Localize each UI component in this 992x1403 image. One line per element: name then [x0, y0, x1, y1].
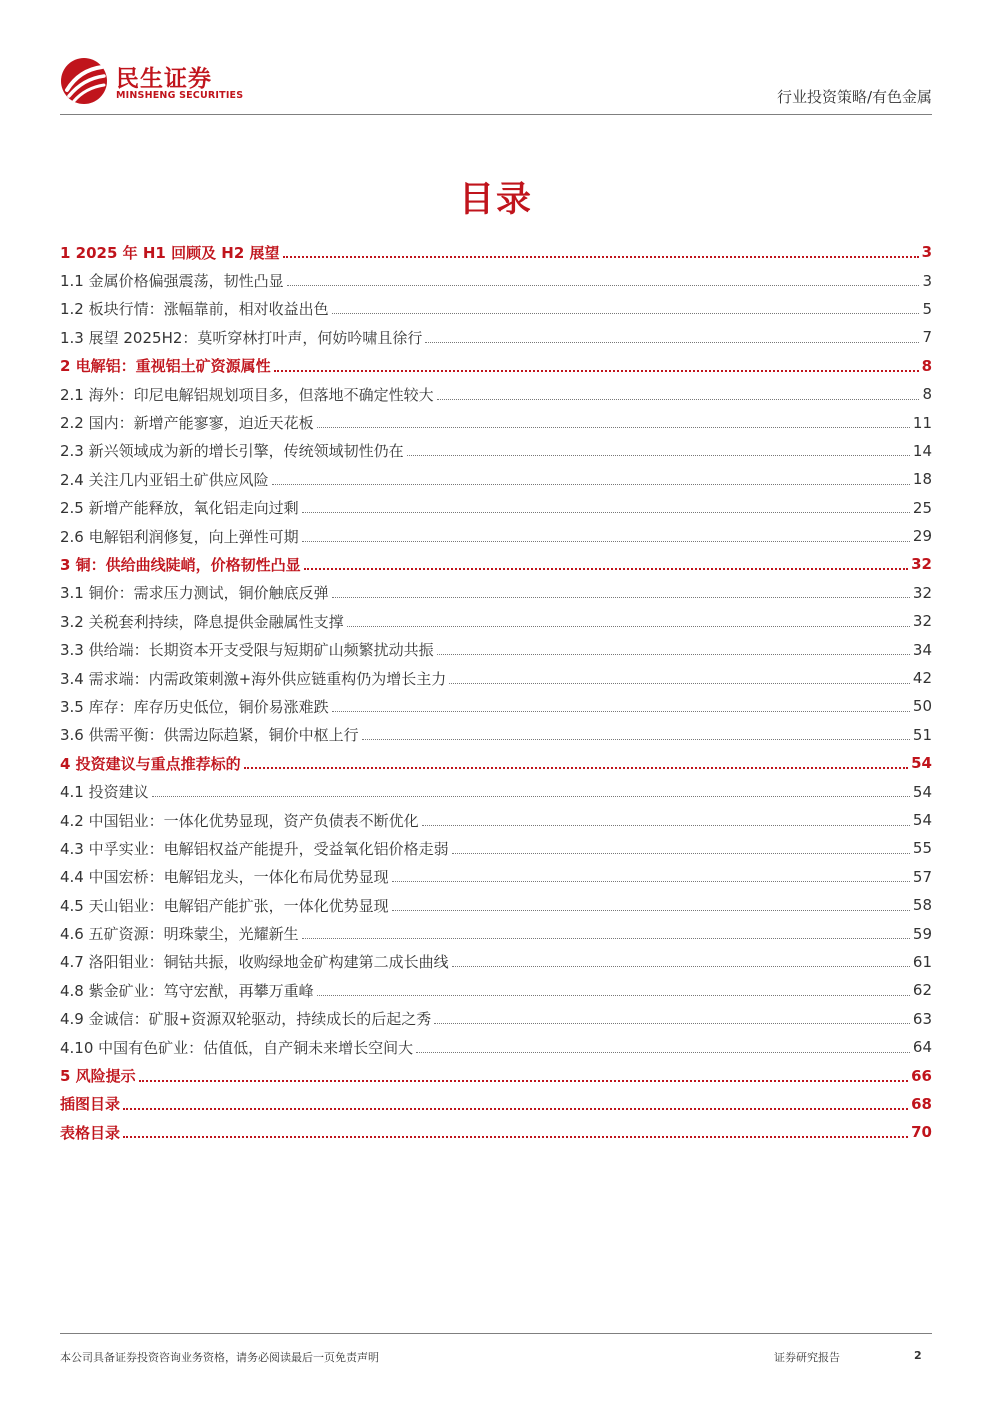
toc-entry-page: 32: [911, 555, 932, 574]
toc-entry-label: 1.2 板块行情：涨幅靠前，相对收益出色: [60, 300, 329, 319]
toc-entry-label: 4.9 金诚信：矿服+资源双轮驱动，持续成长的后起之秀: [60, 1010, 432, 1029]
footer-page-number: 2: [914, 1349, 922, 1362]
toc-entry-page: 62: [912, 981, 932, 1000]
toc-entry-page: 34: [912, 640, 932, 659]
toc-entry-page: 57: [912, 867, 932, 886]
toc-dot-leader: [139, 1080, 908, 1082]
toc-entry-label: 5 风险提示: [60, 1067, 136, 1086]
toc-entry-page: 64: [912, 1038, 932, 1057]
toc-entry-page: 3: [922, 271, 932, 290]
toc-entry-label: 4.5 天山铝业：电解铝产能扩张，一体化优势显现: [60, 896, 389, 915]
toc-entry-label: 4.6 五矿资源：明珠蒙尘，光耀新生: [60, 925, 299, 944]
toc-section-entry[interactable]: [60, 976, 932, 1004]
toc-entry-label: 2.4 关注几内亚铝土矿供应风险: [60, 470, 269, 489]
toc-section-entry[interactable]: [60, 380, 932, 408]
toc-entry-label: 4.1 投资建议: [60, 783, 149, 802]
toc-section-entry[interactable]: [60, 692, 932, 720]
toc-entry-label: 4.10 中国有色矿业：估值低，自产铜未来增长空间大: [60, 1038, 414, 1057]
toc-section-entry[interactable]: [60, 863, 932, 891]
toc-entry-label: 3 铜：供给曲线陡峭，价格韧性凸显: [60, 555, 301, 574]
toc-entry-label: 1.3 展望 2025H2：莫听穿林打叶声，何妨吟啸且徐行: [60, 328, 423, 347]
toc-chapter-entry[interactable]: [60, 550, 932, 578]
toc-section-entry[interactable]: [60, 408, 932, 436]
toc-entry-label: 4 投资建议与重点推荐标的: [60, 754, 241, 773]
toc-dot-leader: [422, 825, 910, 826]
brand-name-en: MINSHENG SECURITIES: [116, 90, 244, 101]
footer-disclaimer: 本公司具备证券投资咨询业务资格，请务必阅读最后一页免责声明: [60, 1351, 379, 1364]
toc-chapter-entry[interactable]: [60, 352, 932, 380]
toc-section-entry[interactable]: [60, 948, 932, 976]
toc-section-entry[interactable]: [60, 579, 932, 607]
toc-entry-page: 59: [912, 924, 932, 943]
toc-dot-leader: [152, 796, 910, 797]
toc-entry-label: 4.7 洛阳钼业：铜钴共振，收购绿地金矿构建第二成长曲线: [60, 953, 449, 972]
toc-section-entry[interactable]: [60, 806, 932, 834]
toc-dot-leader: [317, 427, 910, 428]
toc-entry-label: 3.6 供需平衡：供需边际趋紧，铜价中枢上行: [60, 726, 359, 745]
toc-entry-label: 1 2025 年 H1 回顾及 H2 展望: [60, 243, 280, 262]
toc-dot-leader: [287, 285, 920, 286]
toc-dot-leader: [392, 881, 910, 882]
toc-chapter-entry[interactable]: [60, 1061, 932, 1089]
toc-entry-page: 58: [912, 896, 932, 915]
toc-entry-page: 50: [912, 697, 932, 716]
toc-entry-page: 5: [922, 299, 932, 318]
toc-dot-leader: [437, 654, 910, 655]
toc-entry-page: 8: [921, 356, 932, 375]
toc-entry-page: 63: [912, 1009, 932, 1028]
toc-entry-page: 32: [912, 612, 932, 631]
toc-section-entry[interactable]: [60, 323, 932, 351]
toc-entry-page: 61: [912, 952, 932, 971]
toc-entry-label: 2.1 海外：印尼电解铝规划项目多，但落地不确定性较大: [60, 385, 434, 404]
toc-chapter-entry[interactable]: [60, 238, 932, 266]
toc-dot-leader: [332, 313, 920, 314]
toc-entry-label: 2.5 新增产能释放，氧化铝走向过剩: [60, 499, 299, 518]
page-header: [60, 52, 932, 114]
toc-dot-leader: [283, 256, 919, 258]
toc-entry-page: 29: [912, 527, 932, 546]
toc-entry-label: 4.4 中国宏桥：电解铝龙头，一体化布局优势显现: [60, 868, 389, 887]
toc-dot-leader: [437, 399, 920, 400]
toc-dot-leader: [332, 711, 910, 712]
toc-entry-label: 4.8 紫金矿业：笃守宏猷，再攀万重峰: [60, 981, 314, 1000]
footer-doc-type: 证券研究报告: [774, 1351, 840, 1364]
toc-entry-page: 70: [911, 1123, 932, 1142]
toc-entry-label: 3.4 需求端：内需政策刺激+海外供应链重构仍为增长主力: [60, 669, 447, 688]
toc-entry-page: 66: [911, 1066, 932, 1085]
toc-section-entry[interactable]: [60, 1005, 932, 1033]
toc-section-entry[interactable]: [60, 919, 932, 947]
toc-entry-page: 32: [912, 583, 932, 602]
toc-dot-leader: [244, 767, 908, 769]
toc-entry-label: 2.6 电解铝利润修复，向上弹性可期: [60, 527, 299, 546]
toc-section-entry[interactable]: [60, 437, 932, 465]
toc-dot-leader: [304, 568, 908, 570]
toc-dot-leader: [434, 1023, 910, 1024]
toc-entry-page: 54: [912, 811, 932, 829]
toc-entry-page: 68: [911, 1094, 932, 1113]
table-of-contents: [60, 238, 932, 1147]
toc-entry-page: 11: [912, 413, 932, 432]
toc-entry-label: 表格目录: [60, 1123, 121, 1142]
toc-entry-label: 2.2 国内：新增产能寥寥，迫近天花板: [60, 414, 314, 433]
toc-entry-label: 3.2 关税套利持续，降息提供金融属性支撑: [60, 612, 344, 631]
toc-dot-leader: [123, 1108, 908, 1110]
toc-section-entry[interactable]: [60, 266, 932, 294]
toc-entry-label: 插图目录: [60, 1095, 121, 1114]
footer-divider: [60, 1333, 932, 1334]
toc-entry-label: 4.3 中孚实业：电解铝权益产能提升，受益氧化铝价格走弱: [60, 839, 449, 858]
toc-dot-leader: [407, 455, 910, 456]
toc-entry-label: 1.1 金属价格偏强震荡，韧性凸显: [60, 272, 284, 291]
toc-section-entry[interactable]: [60, 834, 932, 862]
toc-section-entry[interactable]: [60, 721, 932, 749]
toc-section-entry[interactable]: [60, 635, 932, 663]
toc-dot-leader: [347, 626, 910, 627]
toc-section-entry[interactable]: [60, 891, 932, 919]
toc-section-entry[interactable]: [60, 1033, 932, 1061]
toc-dot-leader: [416, 1052, 910, 1053]
toc-entry-label: 4.2 中国铝业：一体化优势显现，资产负债表不断优化: [60, 811, 419, 830]
toc-entry-page: 54: [912, 782, 932, 801]
toc-chapter-entry[interactable]: [60, 1090, 932, 1118]
toc-section-entry[interactable]: [60, 777, 932, 805]
toc-entry-page: 42: [912, 669, 932, 688]
toc-dot-leader: [449, 683, 910, 684]
toc-section-entry[interactable]: [60, 522, 932, 550]
toc-dot-leader: [425, 342, 919, 343]
toc-entry-label: 3.5 库存：库存历史低位，铜价易涨难跌: [60, 697, 329, 716]
toc-dot-leader: [332, 597, 910, 598]
toc-entry-page: 55: [912, 839, 932, 858]
toc-dot-leader: [123, 1136, 908, 1138]
toc-dot-leader: [452, 966, 910, 967]
toc-section-entry[interactable]: [60, 295, 932, 323]
toc-dot-leader: [392, 910, 910, 911]
toc-entry-page: 8: [922, 385, 932, 404]
toc-dot-leader: [302, 938, 910, 939]
toc-dot-leader: [272, 484, 910, 485]
toc-entry-label: 2.3 新兴领域成为新的增长引擎，传统领域韧性仍在: [60, 442, 404, 461]
toc-entry-page: 54: [911, 754, 932, 773]
toc-section-entry[interactable]: [60, 465, 932, 493]
toc-entry-page: 3: [921, 243, 932, 262]
toc-entry-page: 25: [912, 498, 932, 517]
minsheng-logo-icon: [60, 57, 108, 105]
toc-entry-label: 3.1 铜价：需求压力测试，铜价触底反弹: [60, 584, 329, 603]
toc-entry-page: 14: [912, 441, 932, 460]
toc-chapter-entry[interactable]: [60, 749, 932, 777]
toc-dot-leader: [302, 541, 910, 542]
page-title: 目录: [458, 180, 533, 220]
toc-entry-label: 2 电解铝：重视铝土矿资源属性: [60, 357, 271, 376]
toc-dot-leader: [362, 739, 910, 740]
toc-section-entry[interactable]: [60, 494, 932, 522]
toc-section-entry[interactable]: [60, 607, 932, 635]
toc-dot-leader: [274, 370, 919, 372]
toc-section-entry[interactable]: [60, 664, 932, 692]
toc-dot-leader: [302, 512, 910, 513]
toc-chapter-entry[interactable]: [60, 1118, 932, 1146]
toc-entry-page: 7: [922, 328, 932, 347]
toc-dot-leader: [452, 853, 910, 854]
toc-entry-page: 51: [912, 725, 932, 744]
report-category: 行业投资策略/有色金属: [776, 88, 932, 106]
toc-dot-leader: [317, 995, 910, 996]
header-divider: [60, 114, 932, 115]
brand-name-cn: 民生证券: [116, 66, 212, 92]
toc-entry-label: 3.3 供给端：长期资本开支受限与短期矿山频繁扰动共振: [60, 641, 434, 660]
toc-entry-page: 18: [912, 470, 932, 489]
